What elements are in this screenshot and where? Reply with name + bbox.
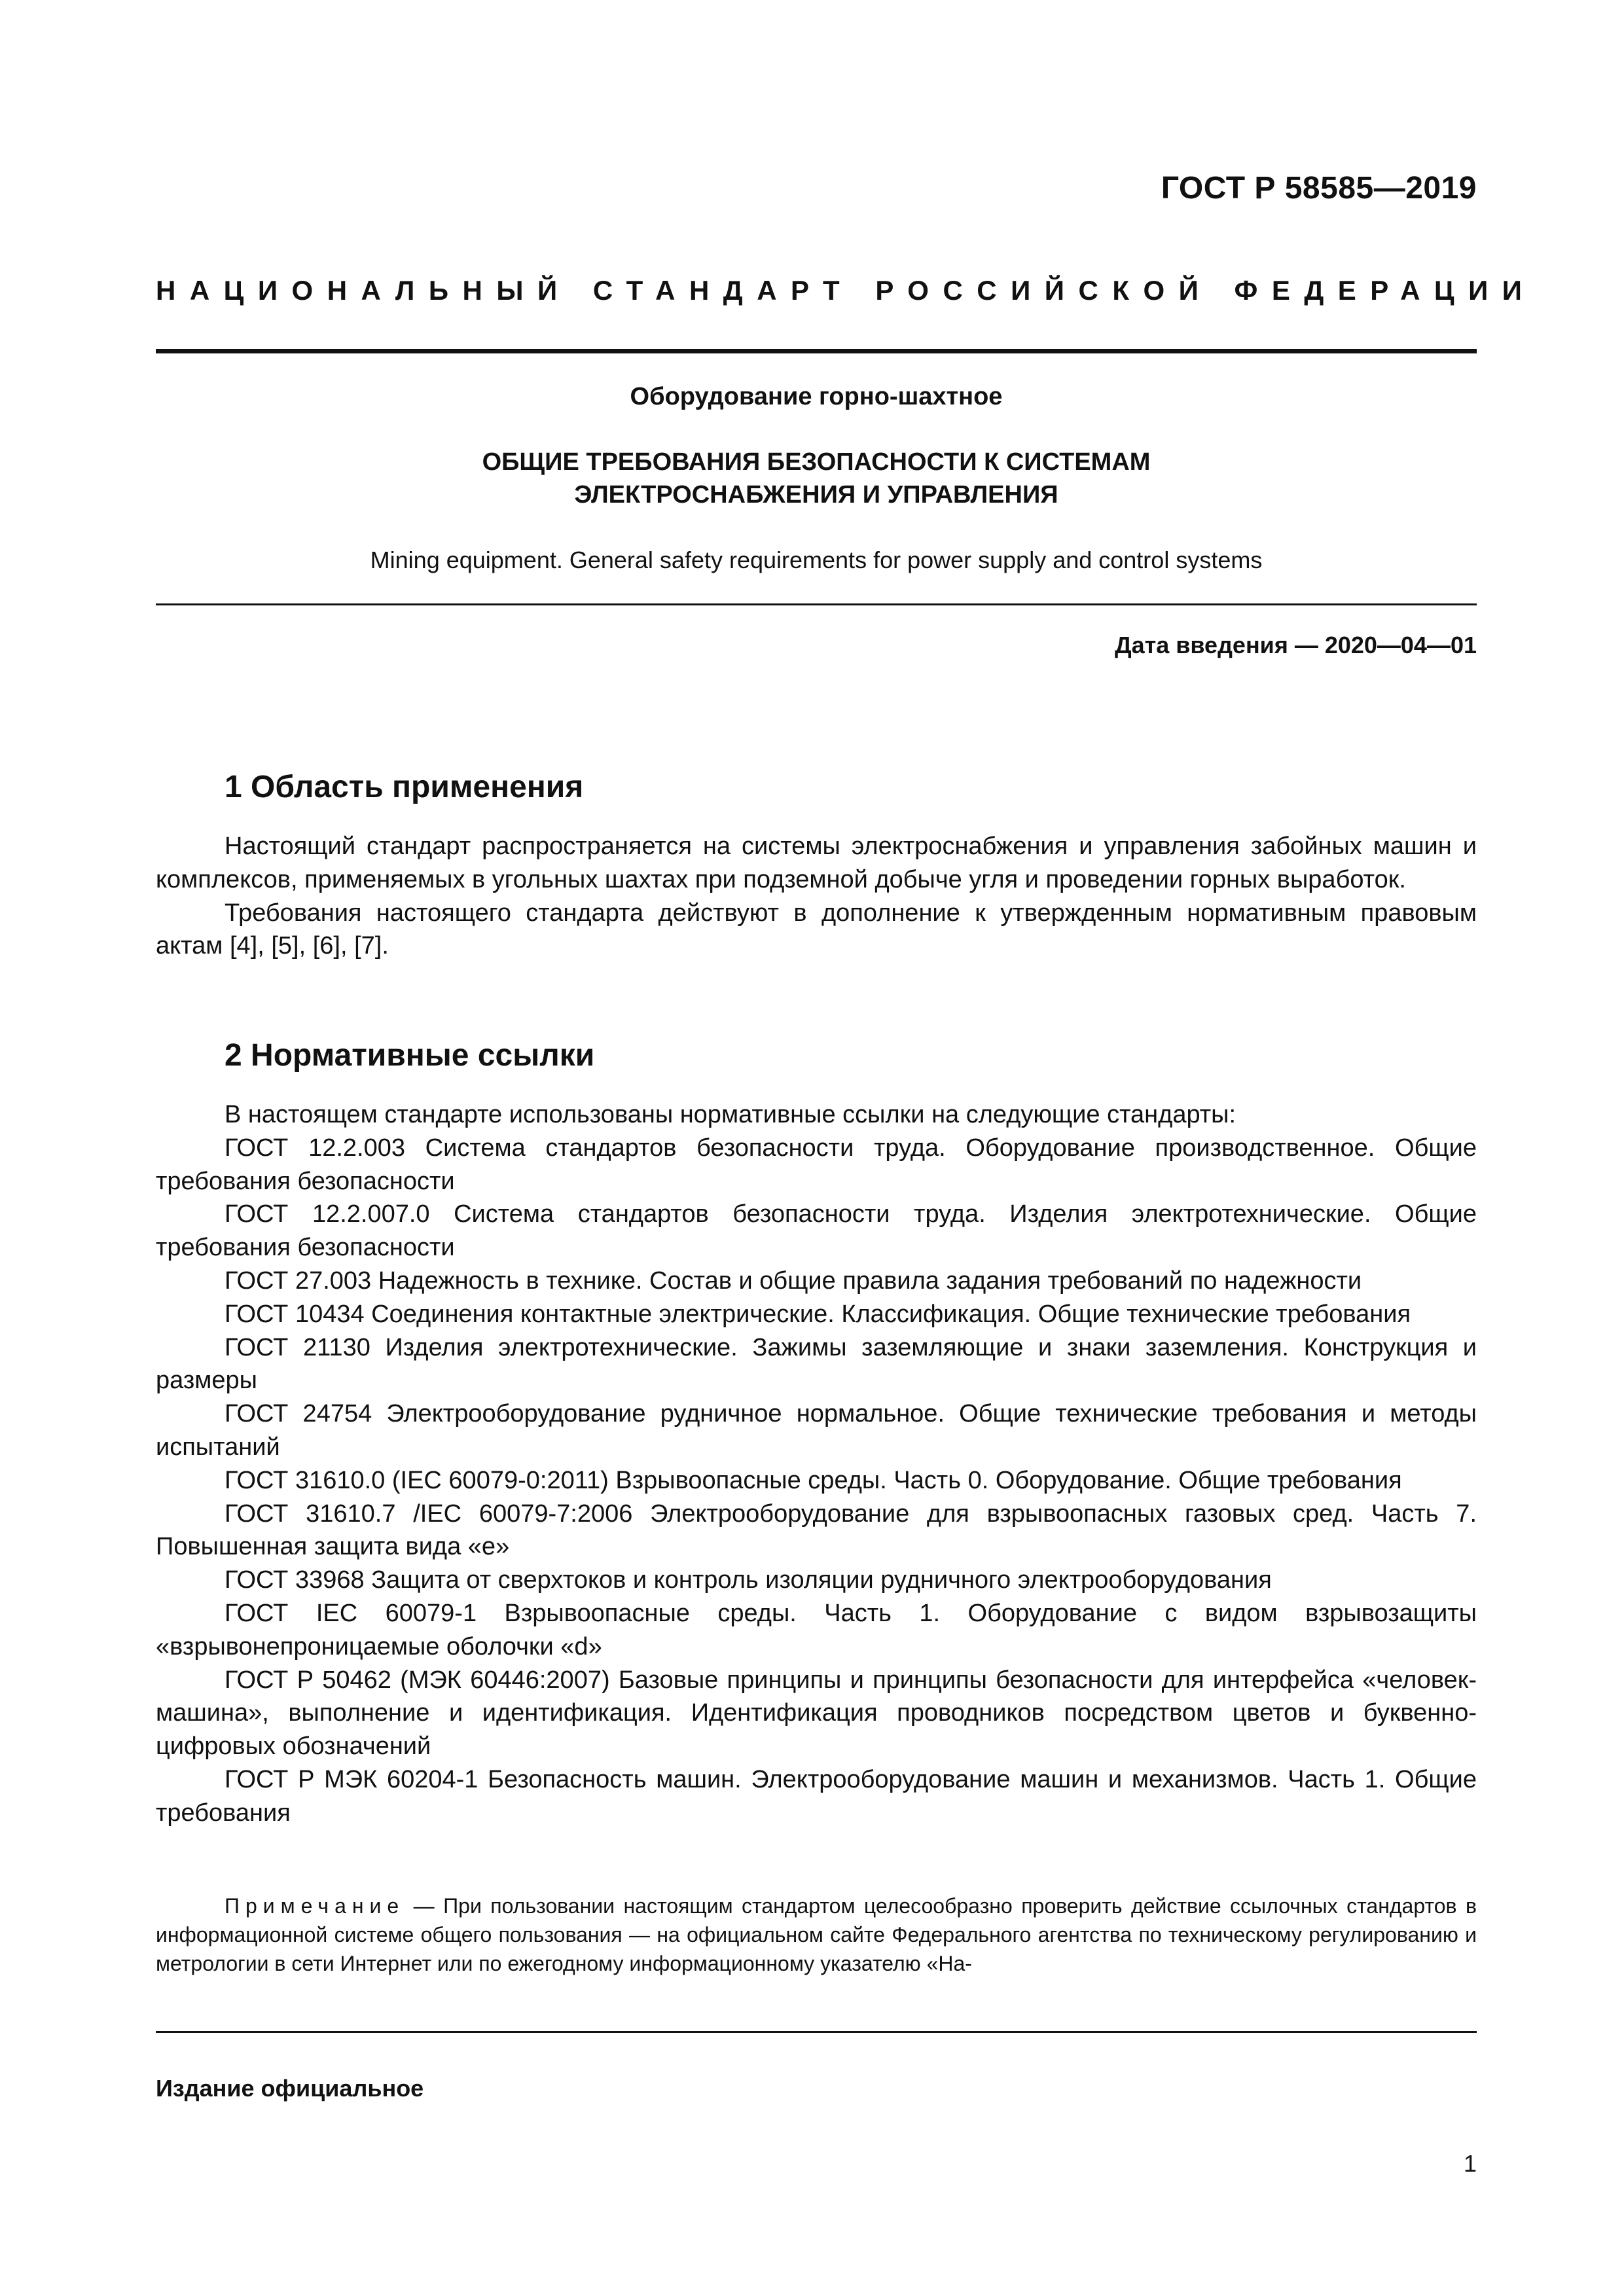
reference-item: ГОСТ 12.2.007.0 Система стандартов безопасности труда. Изделия электротехнические. Общие требования безопасности <box>156 1200 1477 1262</box>
reference-item: ГОСТ Р МЭК 60204-1 Безопасность машин. Электрооборудование машин и механизмов. Часть 1. Общие требования <box>156 1765 1477 1827</box>
reference-item: ГОСТ 12.2.003 Система стандартов безопасности труда. Оборудование производственное. Общие требования безопасности <box>156 1134 1477 1195</box>
note-label: Примечание <box>225 1894 405 1918</box>
english-title: Mining equipment. General safety requirements for power supply and control systems <box>370 547 1263 573</box>
reference-item: ГОСТ Р 50462 (МЭК 60446:2007) Базовые принципы и принципы безопасности для интерфейса «человек-машина», выполнение и идентификация. Идентификация проводников посредством цветов и буквенно-цифровых обозначений <box>156 1666 1477 1761</box>
document-title-line-2: ЭЛЕКТРОСНАБЖЕНИЯ И УПРАВЛЕНИЯ <box>574 481 1058 509</box>
header-rule <box>156 349 1477 353</box>
section-1-paragraph: Требования настоящего стандарта действуют в дополнение к утвержденным нормативным правовым актам [4], [5], [6], [7]. <box>156 899 1477 960</box>
section-1-body <box>156 830 1477 963</box>
footer-rule <box>156 2031 1477 2033</box>
official-edition-label: Издание официальное <box>156 2075 424 2102</box>
reference-item: ГОСТ 10434 Соединения контактные электрические. Классификация. Общие технические требования <box>225 1300 1411 1328</box>
introduction-date: Дата введения — 2020—04—01 <box>1114 632 1477 658</box>
reference-item: ГОСТ IEC 60079-1 Взрывоопасные среды. Часть 1. Оборудование с видом взрывозащиты «взрывонепроницаемые оболочки «d» <box>156 1599 1477 1660</box>
section-2-heading: 2 Нормативные ссылки <box>225 1038 595 1073</box>
document-title-line-1: ОБЩИЕ ТРЕБОВАНИЯ БЕЗОПАСНОСТИ К СИСТЕМАМ <box>482 448 1151 476</box>
note-text: — При пользовании настоящим стандартом целесообразно проверить действие ссылочных стандартов в информационной системе общего пользования — на официальном сайте Федерального агентства по техническому регулированию и метрологии в сети Интернет или по ежегодному информационному указателю «На- <box>156 1894 1477 1975</box>
title-rule <box>156 603 1477 605</box>
reference-item: ГОСТ 24754 Электрооборудование рудничное нормальное. Общие технические требования и методы испытаний <box>156 1400 1477 1461</box>
section-2-body <box>156 1098 1477 1830</box>
reference-item: ГОСТ 27.003 Надежность в технике. Состав и общие правила задания требований по надежности <box>225 1266 1362 1295</box>
page-number: 1 <box>1463 2150 1477 2177</box>
section-1-heading: 1 Область применения <box>225 770 584 804</box>
reference-item: ГОСТ 31610.7 /IEC 60079-7:2006 Электрооборудование для взрывоопасных газовых сред. Часть 7. Повышенная защита вида «е» <box>156 1499 1477 1561</box>
reference-item: ГОСТ 31610.0 (IEC 60079-0:2011) Взрывоопасные среды. Часть 0. Оборудование. Общие требования <box>225 1466 1402 1494</box>
reference-item: ГОСТ 33968 Защита от сверхтоков и контроль изоляции рудничного электрооборудования <box>225 1566 1272 1594</box>
document-subtitle: Оборудование горно-шахтное <box>630 383 1003 410</box>
standard-designation: ГОСТ Р 58585—2019 <box>1161 171 1477 206</box>
national-standard-banner: НАЦИОНАЛЬНЫЙ СТАНДАРТ РОССИЙСКОЙ ФЕДЕРАЦИИ <box>156 275 1536 306</box>
section-1-paragraph: Настоящий стандарт распространяется на системы электроснабжения и управления забойных машин и комплексов, применяемых в угольных шахтах при подземной добыче угля и проведении горных выработок. <box>156 833 1477 893</box>
reference-item: ГОСТ 21130 Изделия электротехнические. Зажимы заземляющие и знаки заземления. Конструкция и размеры <box>156 1333 1477 1395</box>
section-2-paragraph: В настоящем стандарте использованы нормативные ссылки на следующие стандарты: <box>225 1101 1236 1128</box>
note <box>156 1892 1477 1978</box>
